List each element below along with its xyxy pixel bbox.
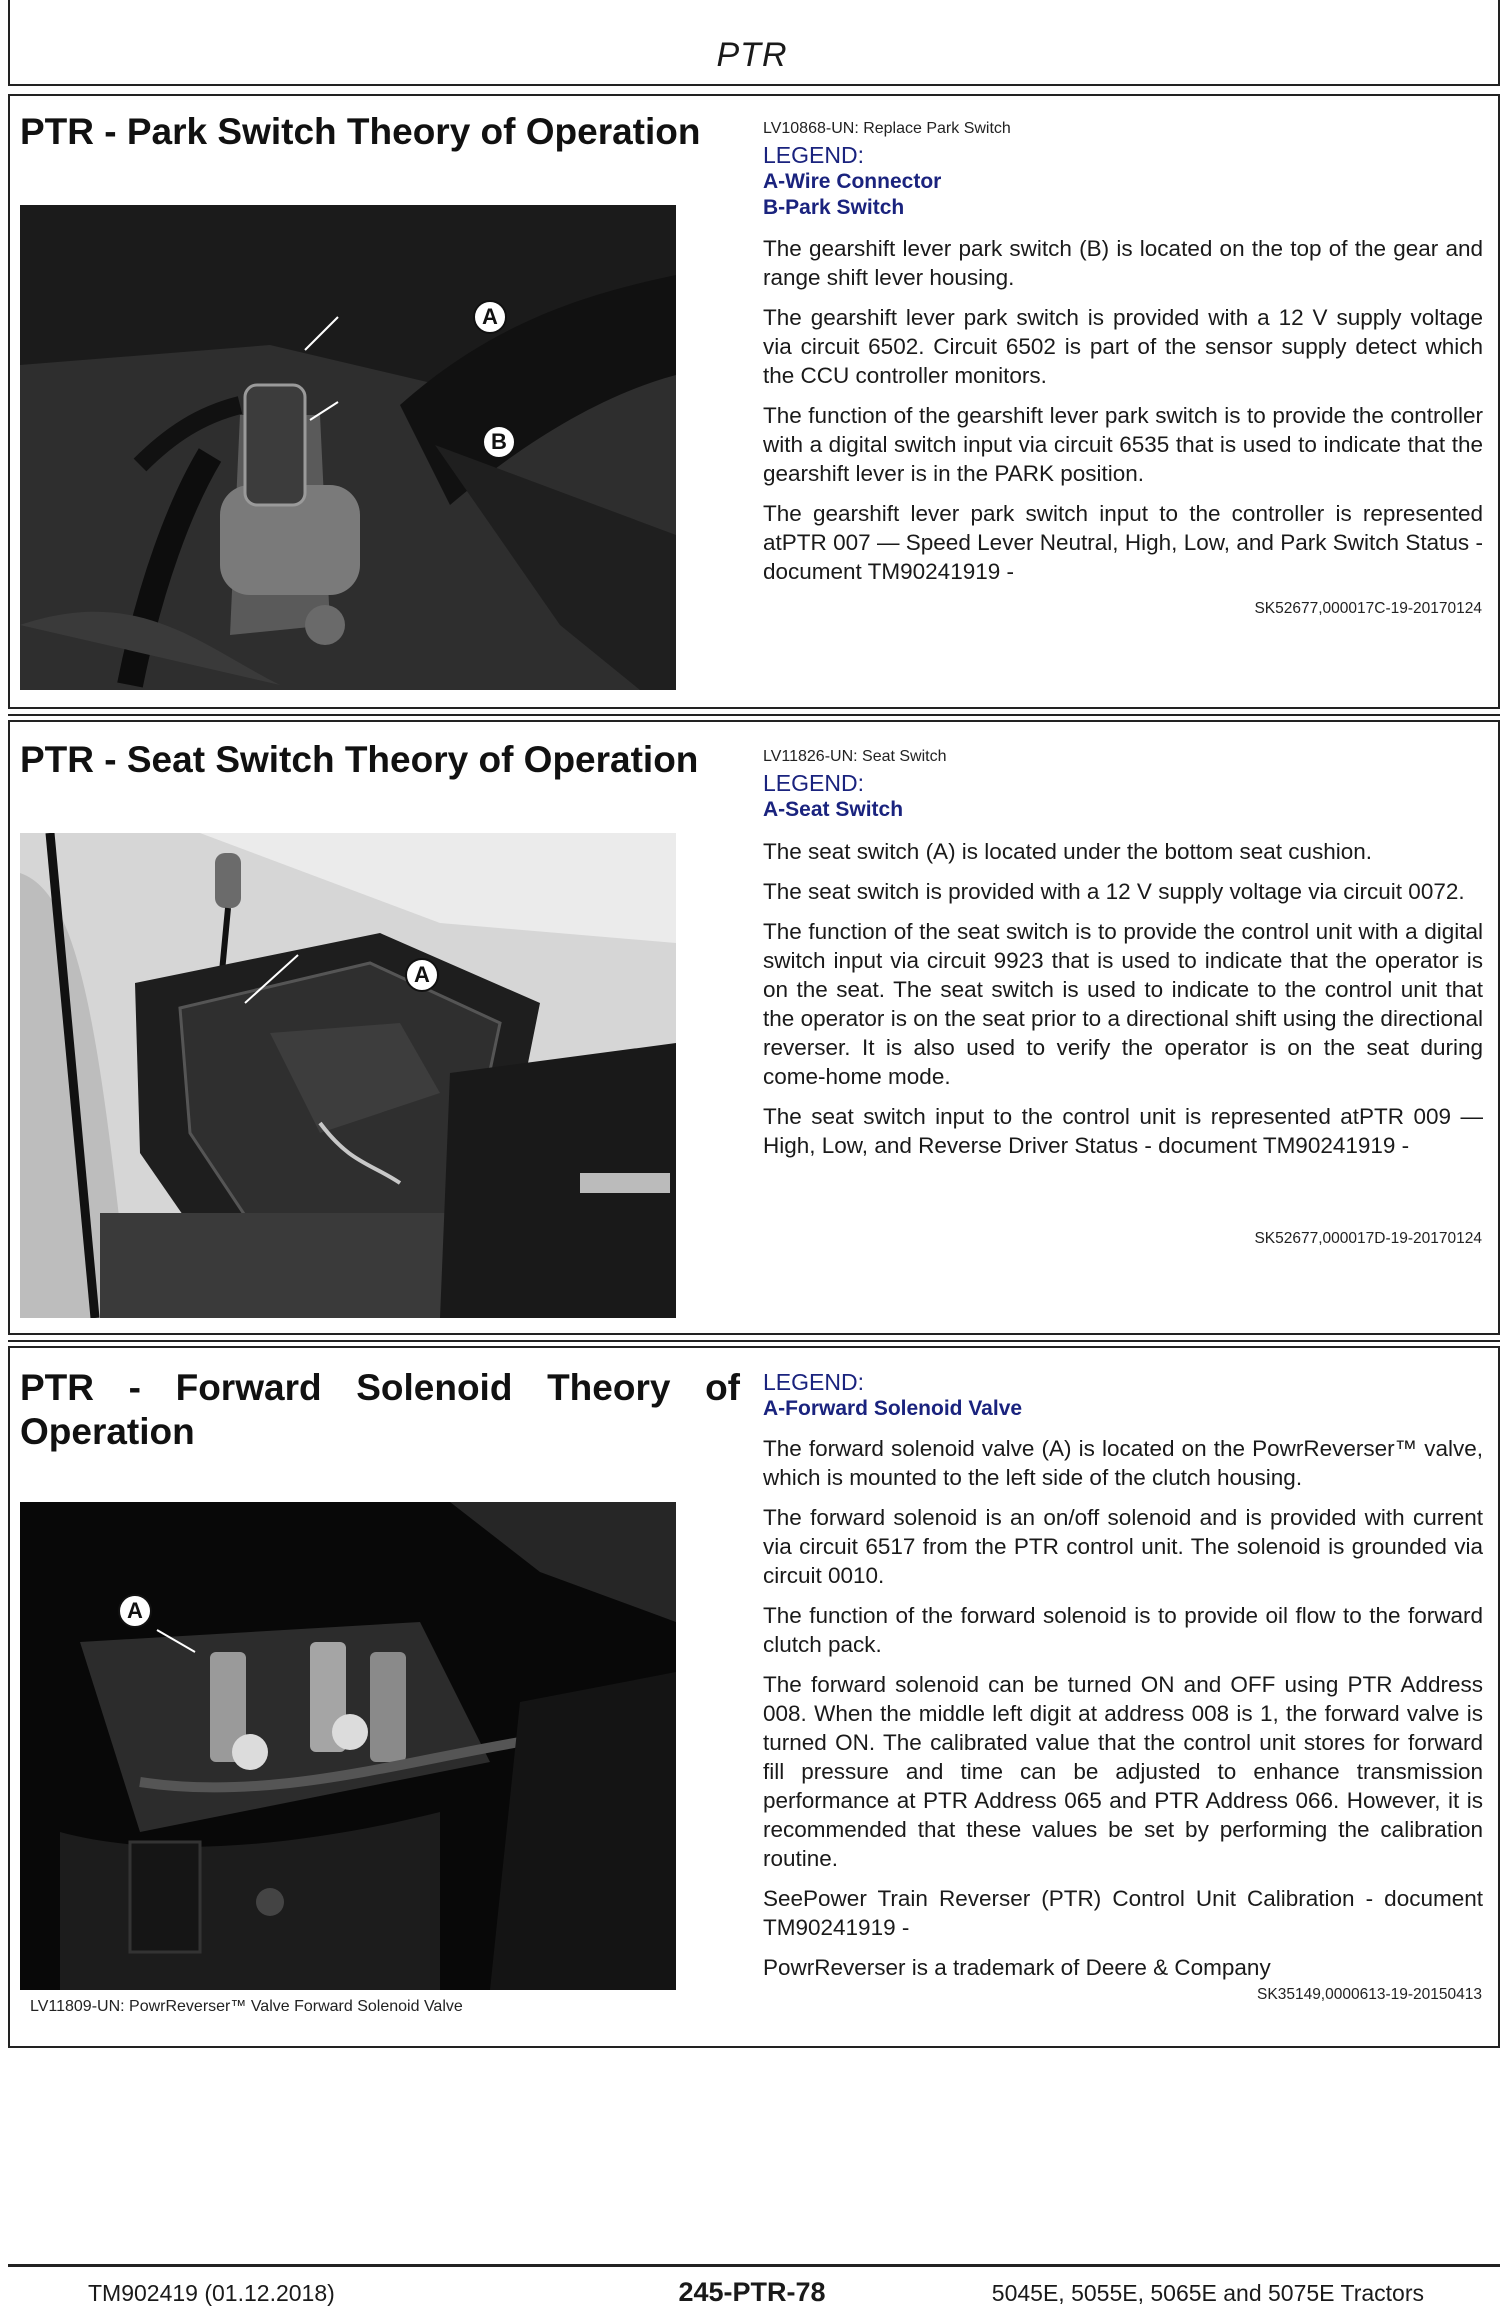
paragraph: The forward solenoid can be turned ON and OFF using PTR Address 008. When the middle left digit at address 008 is 1, the forward valve is turned ON. The calibrated value that the control unit stores for forward fill pressure and time can be adjusted to enhance transmission performance at PTR Address 065 and PTR Address 066. However, it is recommended that these values be set by performing the calibration routine. (763, 1672, 1483, 1871)
park-switch-photo (20, 205, 676, 690)
document-reference: SK52677,000017D-19-20170124 (1254, 1230, 1482, 1247)
legend-label: LEGEND: (763, 1369, 864, 1395)
trademark-note: PowrReverser is a trademark of Deere & Company (763, 1955, 1271, 1980)
paragraph: The seat switch input to the control unit is represented atPTR 009 — High, Low, and Reverse Driver Status - document TM90241919 - (763, 1104, 1483, 1158)
section-title: PTR - Park Switch Theory of Operation (20, 111, 701, 152)
section-title (20, 1366, 740, 1454)
legend-label: LEGEND: (763, 770, 864, 796)
document-reference: SK35149,0000613-19-20150413 (1257, 1986, 1482, 2003)
footer-model-list: 5045E, 5055E, 5065E and 5075E Tractors (991, 2280, 1424, 2306)
callout-a: A (118, 1594, 152, 1628)
paragraph: The forward solenoid valve (A) is located on the PowrReverser™ valve, which is mounted to the left side of the clutch housing. (763, 1436, 1483, 1490)
section-title: PTR - Seat Switch Theory of Operation (20, 739, 699, 780)
section-title-line-1: PTR - Forward Solenoid Theory of (20, 1367, 740, 1408)
legend-label: LEGEND: (763, 142, 864, 168)
figure-reference: LV10868-UN: Replace Park Switch (763, 120, 1011, 137)
callout-a: A (473, 300, 507, 334)
forward-solenoid-photo (20, 1502, 676, 1990)
footer-page-number: 245-PTR-78 (678, 2277, 826, 2307)
figure-caption: LV11809-UN: PowrReverser™ Valve Forward Solenoid Valve (30, 1998, 463, 2015)
section-divider (8, 1340, 1500, 1342)
paragraph: The gearshift lever park switch (B) is located on the top of the gear and range shift lever housing. (763, 236, 1483, 290)
callout-a: A (405, 958, 439, 992)
paragraph: The seat switch is provided with a 12 V supply voltage via circuit 0072. (763, 879, 1465, 904)
legend-item: A-Wire Connector (763, 170, 942, 193)
footer-manual-id: TM902419 (01.12.2018) (88, 2280, 335, 2306)
paragraph: The seat switch (A) is located under the bottom seat cushion. (763, 839, 1373, 864)
section-body (763, 234, 1483, 597)
paragraph: The forward solenoid is an on/off solenoid and is provided with current via circuit 6517 from the PTR control unit. The solenoid is grounded via circuit 0010. (763, 1505, 1483, 1588)
document-reference: SK52677,000017C-19-20170124 (1254, 600, 1482, 617)
legend-item: A-Seat Switch (763, 798, 904, 821)
paragraph: The function of the seat switch is to provide the control unit with a digital switch input via circuit 9923 that is used to indicate that the operator is on the seat. The seat switch is used to indicate to the control unit that the operator is on the seat prior to a directional shift using the directional reverser. It is also used to verify the operator is on the seat during come-home mode. (763, 919, 1483, 1089)
section-body (763, 837, 1483, 1171)
legend-item: A-Forward Solenoid Valve (763, 1397, 1023, 1420)
paragraph: The function of the forward solenoid is to provide oil flow to the forward clutch pack. (763, 1603, 1483, 1657)
section-divider (8, 714, 1500, 716)
paragraph: SeePower Train Reverser (PTR) Control Unit Calibration - document TM90241919 - (763, 1886, 1483, 1940)
footer-rule (8, 2264, 1500, 2267)
legend-item: B-Park Switch (763, 196, 905, 219)
figure-reference: LV11826-UN: Seat Switch (763, 748, 947, 765)
section-body (763, 1434, 1483, 1982)
paragraph: The gearshift lever park switch input to the controller is represented atPTR 007 — Speed Lever Neutral, High, Low, and Park Switch Status - document TM90241919 - (763, 501, 1483, 584)
paragraph: The function of the gearshift lever park switch is to provide the controller with a digital switch input via circuit 6535 that is used to indicate that the gearshift lever is in the PARK position. (763, 403, 1483, 486)
paragraph: The gearshift lever park switch is provided with a 12 V supply voltage via circuit 6502. Circuit 6502 is part of the sensor supply detect which the CCU controller monitors. (763, 305, 1483, 388)
callout-b: B (482, 425, 516, 459)
seat-switch-photo (20, 833, 676, 1318)
running-head: PTR (716, 36, 788, 74)
section-title-line-2: Operation (20, 1411, 195, 1452)
